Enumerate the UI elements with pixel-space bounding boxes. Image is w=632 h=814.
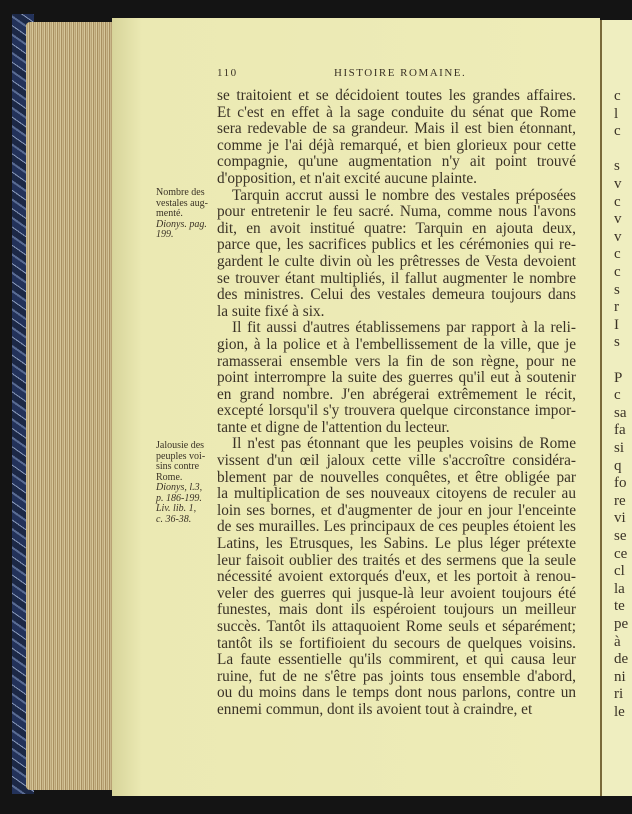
facing-page-fragment: à (614, 633, 621, 650)
text-line: tante et digne de l'attention du lecteur. (217, 418, 450, 436)
text-line: compagnie, qu'une augmentation n'y ait point trouvé (217, 153, 576, 171)
margin-note-reference: Dionys, l.3, (156, 482, 203, 493)
text-line: blement par de nouvelles conquêtes, et être obligée par (217, 468, 576, 486)
text-line: loin ses bornes, et d'augmenter de jour en jour l'enceinte (217, 501, 576, 519)
text-line: veler des guerres qui jusque-là leur avoient toujours été (217, 584, 576, 602)
margin-note-reference: Dionys. pag. (156, 218, 207, 230)
facing-page-fragment: v (614, 211, 622, 228)
text-line: nécessité avoient extorqués d'eux, et les portoit à renou- (217, 568, 576, 586)
facing-page-fragment: c (614, 88, 621, 104)
facing-page-fragment: ri (614, 686, 624, 703)
facing-page-fragment: v (614, 176, 622, 192)
facing-page-fragment: c (614, 387, 621, 404)
text-line: point interrompre la suite des guerres qu'il eut à soutenir (217, 369, 576, 387)
text-line: des ministres. Celui des vestales demeura toujours dans (217, 286, 576, 304)
text-line: La faute essentielle qu'ils commirent, et qui causa leur (217, 651, 576, 669)
margin-note-reference: p. 186-199. (156, 492, 202, 504)
paragraph (217, 320, 576, 436)
text-line: vissent d'un œil jaloux cette ville s'accroître considéra- (217, 452, 576, 470)
facing-page-fragment: s (614, 281, 620, 298)
facing-page-fragment: q (614, 457, 622, 474)
text-line: de ses murailles. Les principaux de ces peuples étoient les (217, 518, 576, 536)
facing-page-fragment: si (614, 440, 625, 456)
facing-page-fragment: se (614, 528, 627, 544)
margin-note (156, 441, 216, 525)
margin-note-line: Nombre des (156, 187, 205, 198)
text-line: succès. Tantôt ils attaquoient Rome seuls et séparément; (217, 618, 576, 635)
margin-note (156, 188, 216, 241)
text-line: en grand nombre. J'en abrégerai extrêmement le récit, (217, 385, 576, 403)
facing-page-fragment: r (614, 299, 619, 316)
facing-page-fragment: fo (614, 475, 627, 492)
facing-page-fragment: P (614, 369, 623, 386)
paragraph (217, 188, 576, 321)
text-line: la suite fixé à six. (217, 302, 325, 320)
text-line: Tarquin accrut aussi le nombre des vestales préposées (232, 186, 576, 204)
text-line: ou du moins dans le temps dont nous parlons, contre un (217, 684, 576, 702)
text-line: Latins, les Etrusques, les Sabins. Le plus léger prétexte (217, 535, 576, 553)
text-line: parce que, les sacrifices publics et les cérémonies qui re- (217, 236, 576, 254)
margin-note-line: menté. (156, 208, 183, 219)
facing-page-fragment: le (614, 704, 625, 720)
facing-page-fragment: la (614, 580, 625, 597)
facing-page-fragment: v (614, 228, 622, 245)
facing-page-fragment: c (614, 246, 621, 263)
margin-note-line: Rome. (156, 471, 183, 483)
facing-page-fragment: c (614, 264, 621, 280)
margin-note-line: vestales aug- (156, 197, 208, 209)
text-line: la multiplication de ses nouveaux citoyens de reculer au (217, 485, 576, 503)
facing-page-fragment: de (614, 651, 629, 668)
text-line: ennemi commun, dont ils avoient tout à craindre, et (217, 700, 533, 718)
text-line: se traitoient et se décidoient toutes les grandes affaires. (217, 87, 576, 104)
facing-page-fragment: c (614, 123, 621, 140)
text-line: se trouver étant multipliés, il fallut augmenter le nombre (217, 269, 576, 287)
page-number: 110 (217, 67, 238, 79)
facing-page-fragment: ce (614, 545, 628, 562)
text-line: leur faisoit oublier des traités et des sermens que la seule (217, 551, 576, 569)
paragraph (217, 436, 576, 718)
text-line: Il fit aussi d'autres établissemens par rapport à la reli- (232, 319, 576, 337)
margin-note-line: peuples voi- (156, 450, 206, 462)
facing-page-fragment: fa (614, 422, 626, 439)
page-fore-edges (26, 22, 114, 790)
text-line: dit, en avoit institué quatre: Tarquin en ajouta deux, (217, 219, 576, 237)
text-line: ramasserai ensemble vers la fin de son règne, pour ne (217, 352, 576, 370)
facing-page-fragment: I (614, 316, 619, 333)
text-line: sera redevable de sa grandeur. Mais il est bien étonnant, (217, 120, 576, 138)
text-line: funestes, mais dont ils espéroient toujours un meilleur (217, 601, 576, 619)
facing-page-fragment: cl (614, 563, 625, 580)
margin-note-line: Jalousie des (156, 440, 205, 451)
facing-page-fragment: s (614, 158, 620, 175)
text-line: excepté lorsqu'il s'y trouvera quelque circonstance impor- (217, 402, 576, 420)
facing-page-fragment: ni (614, 668, 626, 685)
facing-page-fragment: re (614, 492, 626, 509)
facing-page-fragment: sa (614, 404, 627, 421)
facing-page-fragment: te (614, 598, 625, 615)
facing-page-fragment: vi (614, 510, 626, 527)
margin-note-reference: c. 36-38. (156, 513, 192, 525)
main-text (217, 88, 576, 719)
margin-note-reference: Liv. lib. 1, (156, 503, 197, 514)
facing-page-fragment: c (614, 193, 621, 210)
margin-note-reference: 199. (156, 229, 174, 240)
text-line: comme je l'ai déjà remarqué, et bien glorieux pour cette (217, 136, 576, 154)
text-line: Et c'est en effet à la sage conduite du sénat que Rome (217, 103, 576, 121)
text-line: ruine, fut de ne s'être pas joints tous ensemble d'abord, (217, 667, 576, 685)
margin-note-line: sins contre (156, 461, 200, 472)
text-line: gion, à la police et à l'embellissement de la ville, que je (217, 335, 576, 353)
text-line: Il n'est pas étonnant que les peuples voisins de Rome (232, 435, 576, 453)
facing-page-fragment: l (614, 105, 619, 122)
running-title: HISTOIRE ROMAINE. (334, 67, 467, 79)
text-line: gardent le culte divin où les prêtresses de Vesta devoient (217, 252, 576, 270)
text-line: tantôt ils se fortifioient du secours de quelques voisins. (217, 634, 576, 652)
paragraph (217, 88, 576, 188)
text-line: d'opposition, et n'ait excité aucune plainte. (217, 169, 477, 187)
facing-page-fragment: pe (614, 616, 629, 632)
facing-page-fragment: s (614, 334, 620, 351)
text-line: pour entretenir le feu sacré. Numa, comme nous l'avons (217, 203, 576, 221)
